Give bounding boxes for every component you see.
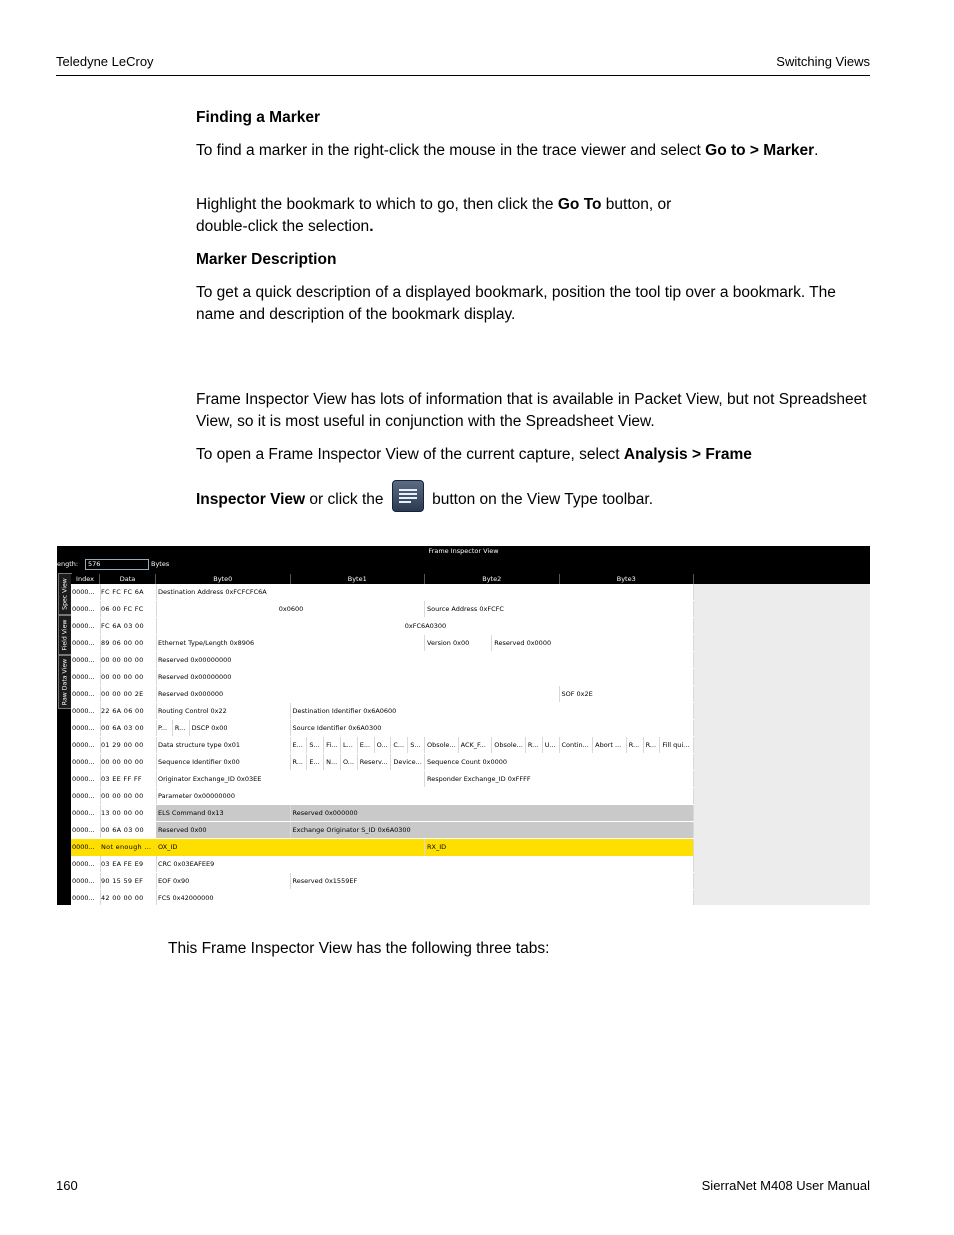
row-index: 0000... [71,686,101,702]
field-cell[interactable]: Destination Address 0xFCFCFC6A [156,584,694,600]
row-index: 0000... [71,601,101,617]
table-row[interactable] [71,839,694,857]
row-data: 22 6A 06 00 [100,703,157,719]
table-row[interactable] [71,856,694,874]
field-cell[interactable]: E... [307,754,324,770]
row-data: 03 EE FF FF [100,771,157,787]
window-title: Frame Inspector View [57,546,870,557]
field-cell[interactable]: Reserved 0x000000 [291,805,695,821]
row-data: 00 6A 03 00 [100,822,157,838]
field-cell[interactable]: 0xFC6A0300 [156,618,694,634]
field-cell[interactable]: OX_ID [156,839,425,855]
frame-inspector-paragraph-2-line-2: Inspector View or click the button on the View Type toolbar. [196,480,872,518]
field-cell[interactable]: C... [391,737,408,753]
field-cell[interactable]: Data structure type 0x01 [156,737,291,753]
row-data: FC 6A 03 00 [100,618,157,634]
table-row[interactable] [71,686,694,704]
field-cell[interactable]: Reserved 0x000000 [156,686,560,702]
field-cell[interactable]: Exchange Originator S_ID 0x6A0300 [291,822,695,838]
table-row[interactable] [71,805,694,823]
row-index: 0000... [71,771,101,787]
frame-inspector-icon[interactable] [392,480,424,512]
header-rule [56,75,870,76]
row-data: 03 EA FE E9 [100,856,157,872]
field-cell[interactable]: R... [644,737,661,753]
row-data: FC FC FC 6A [100,584,157,600]
row-data: 90 15 59 EF [100,873,157,889]
table-row[interactable] [71,754,694,772]
field-cell[interactable]: FCS 0x42000000 [156,890,694,905]
running-header-right: Switching Views [776,54,870,69]
field-cell[interactable]: Device... [391,754,425,770]
column-header[interactable]: Index [71,574,100,584]
column-header[interactable]: Byte0 [156,574,291,584]
row-data: 00 00 00 00 [100,652,157,668]
row-index: 0000... [71,652,101,668]
row-data: 00 6A 03 00 [100,720,157,736]
field-cell[interactable]: O... [341,754,358,770]
page-number: 160 [56,1178,78,1193]
row-index: 0000... [71,839,101,855]
field-cell[interactable]: Reserved 0x0000 [492,635,694,651]
field-cell[interactable]: Parameter 0x00000000 [156,788,694,804]
field-cell[interactable]: S... [408,737,425,753]
field-cell[interactable]: R... [627,737,644,753]
field-cell[interactable]: Fill qui... [660,737,694,753]
row-index: 0000... [71,737,101,753]
field-cell[interactable]: Abort ... [593,737,627,753]
field-cell[interactable]: R... [291,754,308,770]
manual-title: SierraNet M408 User Manual [701,1178,870,1193]
row-index: 0000... [71,788,101,804]
field-cell[interactable]: 0x0600 [156,601,425,617]
marker-description-heading: Marker Description [196,251,337,268]
field-cell[interactable]: N... [324,754,341,770]
field-cell[interactable]: Ethernet Type/Length 0x8906 [156,635,425,651]
row-data: 00 00 00 00 [100,669,157,685]
field-cell[interactable]: R... [173,720,190,736]
column-header[interactable]: Byte2 [425,574,560,584]
field-cell[interactable]: RX_ID [425,839,694,855]
row-index: 0000... [71,669,101,685]
field-cell[interactable]: R... [526,737,543,753]
field-cell[interactable]: Source Identifier 0x6A0300 [291,720,695,736]
field-cell[interactable]: U... [543,737,560,753]
table-row[interactable] [71,652,694,670]
field-cell[interactable]: Sequence Count 0x0000 [425,754,694,770]
field-cell[interactable]: SOF 0x2E [560,686,695,702]
row-index: 0000... [71,754,101,770]
table-row[interactable] [71,635,694,653]
column-header[interactable]: Byte1 [291,574,426,584]
row-data: 42 00 00 00 [100,890,157,905]
table-row[interactable] [71,584,694,602]
frame-inspector-paragraph-1: Frame Inspector View has lots of information that is available in Packet View, but not Spreadsheet View, so it is most useful in conjunction with the Spreadsheet View. [196,391,867,430]
table-row[interactable] [71,720,694,738]
field-cell[interactable]: Sequence Identifier 0x00 [156,754,291,770]
finding-marker-paragraph-1: To find a marker in the right-click the mouse in the trace viewer and select Go to > Marker. [196,142,819,159]
finding-marker-paragraph-2: Highlight the bookmark to which to go, then click the Go To button, or double-click the selection. [196,196,672,235]
field-cell[interactable]: ELS Command 0x13 [156,805,291,821]
row-index: 0000... [71,703,101,719]
row-index: 0000... [71,856,101,872]
tab-raw-data-view[interactable]: Raw Data View [58,655,72,709]
row-data: 00 00 00 00 [100,788,157,804]
column-header[interactable]: Data [100,574,156,584]
row-index: 0000... [71,720,101,736]
field-cell[interactable]: Responder Exchange_ID 0xFFFF [425,771,694,787]
field-cell[interactable]: S... [307,737,324,753]
row-data: 00 00 00 00 [100,754,157,770]
field-cell[interactable]: Obsole... [425,737,459,753]
table-row[interactable] [71,873,694,891]
table-row[interactable] [71,890,694,905]
field-cell[interactable]: Reserved 0x00000000 [156,669,694,685]
field-cell[interactable]: L... [341,737,358,753]
row-data: 01 29 00 00 [100,737,157,753]
table-row[interactable] [71,618,694,636]
column-header[interactable]: Byte3 [560,574,695,584]
table-row[interactable] [71,771,694,789]
field-cell[interactable]: Routing Control 0x22 [156,703,291,719]
tab-field-view[interactable]: Field View [58,615,72,655]
field-cell[interactable]: ACK_F... [459,737,493,753]
field-cell[interactable]: Originator Exchange_ID 0x03EE [156,771,425,787]
field-cell[interactable]: Fi... [324,737,341,753]
length-bar [57,557,870,571]
marker-description-paragraph: To get a quick description of a displayed bookmark, position the tool tip over a bookmark. The name and description of the bookmark display. [196,284,836,323]
row-data: 89 06 00 00 [100,635,157,651]
view-tab-strip [57,571,71,905]
frame-inspector-screenshot [57,546,870,905]
frame-inspector-paragraph-2-line-1: To open a Frame Inspector View of the current capture, select Analysis > Frame [196,446,752,463]
row-data: 00 00 00 2E [100,686,157,702]
row-index: 0000... [71,805,101,821]
row-data: Not enough ... [100,839,157,855]
field-cell[interactable]: Reserved 0x00000000 [156,652,694,668]
field-cell[interactable]: Obsole... [492,737,526,753]
row-index: 0000... [71,890,101,905]
tabs-intro: This Frame Inspector View has the following three tabs: [168,940,550,957]
field-cell[interactable]: DSCP 0x00 [190,720,291,736]
length-label: ength: [57,560,79,568]
field-cell[interactable]: E... [358,737,375,753]
table-row[interactable] [71,788,694,806]
field-cell[interactable]: Version 0x00 [425,635,492,651]
field-cell[interactable]: Contin... [560,737,594,753]
table-row[interactable] [71,737,694,755]
field-cell[interactable]: Source Address 0xFCFC [425,601,694,617]
field-cell[interactable]: P... [156,720,173,736]
row-index: 0000... [71,822,101,838]
row-index: 0000... [71,873,101,889]
length-input[interactable]: 576 [85,559,149,570]
field-cell[interactable]: Reserved 0x00 [156,822,291,838]
row-data: 06 00 FC FC [100,601,157,617]
table-row[interactable] [71,822,694,840]
field-cell[interactable]: E... [291,737,308,753]
field-cell[interactable]: Destination Identifier 0x6A0600 [291,703,695,719]
row-index: 0000... [71,618,101,634]
finding-marker-heading: Finding a Marker [196,109,321,126]
table-row[interactable] [71,601,694,619]
field-cell[interactable]: EOF 0x90 [156,873,291,889]
row-data: 13 00 00 00 [100,805,157,821]
field-cell[interactable]: CRC 0x03EAFEE9 [156,856,694,872]
table-row[interactable] [71,669,694,687]
field-cell[interactable]: Reserv... [358,754,392,770]
field-cell[interactable]: O... [375,737,392,753]
field-cell[interactable]: Reserved 0x1559EF [291,873,695,889]
bytes-label: Bytes [151,560,170,568]
empty-area [694,584,870,905]
tab-spec-view[interactable]: Spec View [58,573,72,615]
row-index: 0000... [71,584,101,600]
running-header-left: Teledyne LeCroy [56,54,154,69]
row-index: 0000... [71,635,101,651]
table-row[interactable] [71,703,694,721]
